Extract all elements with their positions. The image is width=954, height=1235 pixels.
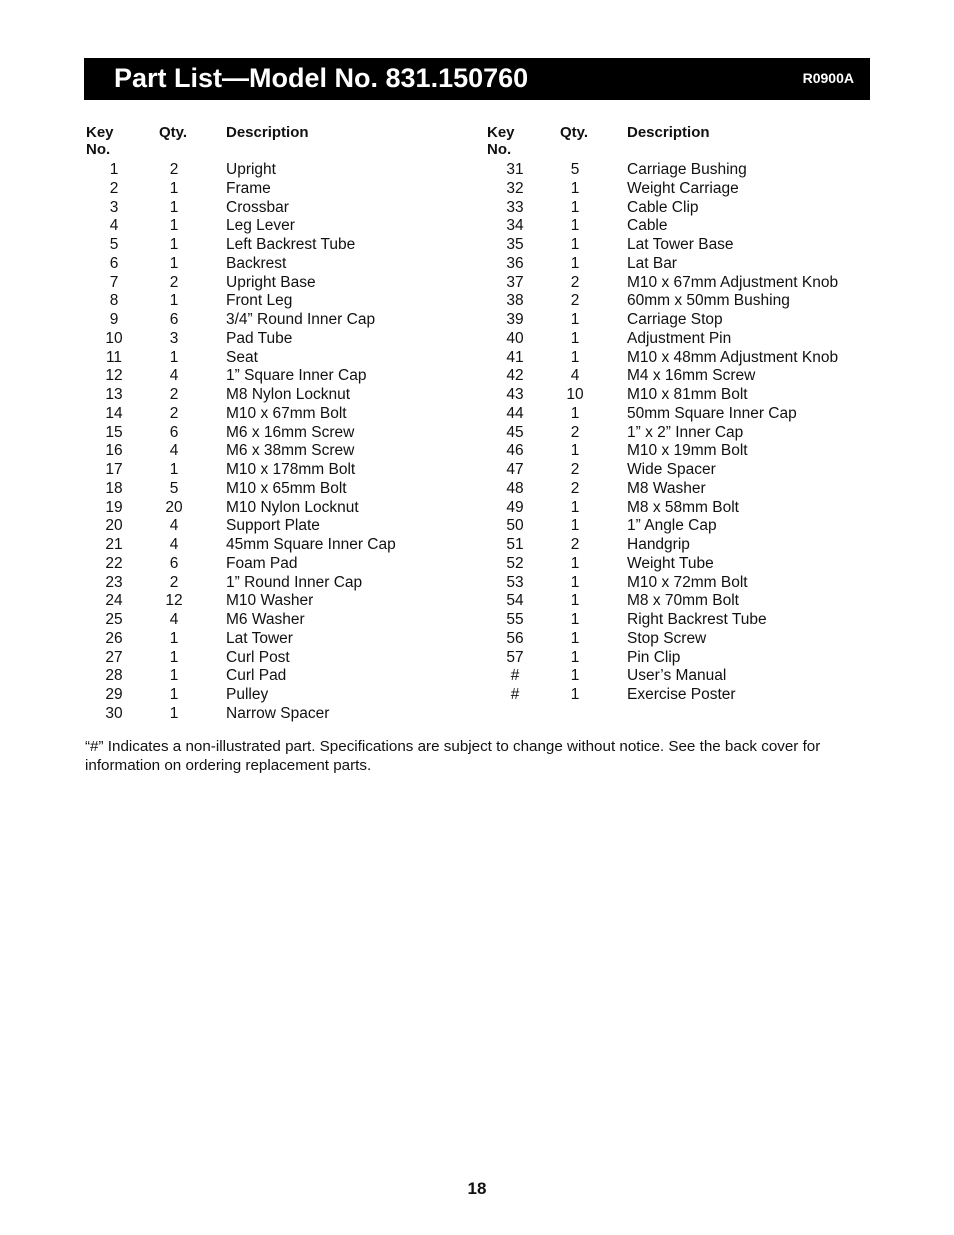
part-description: Adjustment Pin <box>627 329 732 347</box>
part-qty: 4 <box>169 442 179 460</box>
part-key-no: 55 <box>506 611 524 628</box>
part-qty: 6 <box>169 311 179 328</box>
part-key-no: 25 <box>105 611 123 628</box>
header-description: Description <box>627 124 710 141</box>
part-qty: 1 <box>169 254 179 272</box>
part-description: M8 Nylon Locknut <box>226 386 351 403</box>
part-description: M10 x 178mm Bolt <box>226 461 356 478</box>
part-qty: 1 <box>570 667 580 685</box>
part-description: M10 x 81mm Bolt <box>627 386 748 403</box>
part-description: Weight Carriage <box>627 179 739 197</box>
part-qty: 2 <box>169 573 179 591</box>
part-qty: 1 <box>169 686 179 703</box>
part-qty: 1 <box>570 442 580 460</box>
part-description: Backrest <box>226 254 287 272</box>
part-description: Lat Bar <box>627 254 677 272</box>
part-description: Wide Spacer <box>627 461 716 478</box>
part-description: 50mm Square Inner Cap <box>627 404 797 422</box>
part-description: Seat <box>226 348 258 366</box>
part-key-no: 8 <box>109 292 119 310</box>
part-qty: 1 <box>570 592 580 610</box>
part-qty: 1 <box>570 179 580 197</box>
part-qty: 1 <box>570 254 580 272</box>
part-key-no: 47 <box>506 461 524 478</box>
part-qty: 1 <box>570 517 580 535</box>
header-description: Description <box>226 124 309 141</box>
part-qty: 4 <box>169 367 179 385</box>
part-description: M10 x 19mm Bolt <box>627 442 748 460</box>
part-qty: 1 <box>570 404 580 422</box>
part-description: Pin Clip <box>627 648 681 666</box>
part-description: Support Plate <box>226 517 320 535</box>
part-description: 45mm Square Inner Cap <box>226 536 396 553</box>
part-key-no: 15 <box>105 423 123 441</box>
part-qty: 2 <box>570 292 580 310</box>
part-key-no: 57 <box>506 648 524 666</box>
part-qty: 2 <box>169 386 179 403</box>
page-number: 18 <box>467 1179 487 1198</box>
part-qty: 1 <box>169 629 179 647</box>
part-description: M10 Nylon Locknut <box>226 498 359 516</box>
part-qty: 5 <box>570 161 580 178</box>
part-key-no: 38 <box>506 292 524 310</box>
part-description: 1” Square Inner Cap <box>226 367 367 385</box>
part-key-no: 44 <box>506 404 524 422</box>
part-key-no: 34 <box>506 217 524 235</box>
part-description: Pad Tube <box>226 329 293 347</box>
part-description: 1” x 2” Inner Cap <box>627 423 744 441</box>
part-qty: 2 <box>169 404 179 422</box>
part-description: Left Backrest Tube <box>226 236 356 253</box>
part-description: Frame <box>226 179 271 197</box>
title-bar <box>84 58 870 100</box>
part-description: Cable <box>627 217 668 235</box>
part-key-no: 19 <box>105 498 123 516</box>
header-key-no: Key No. <box>86 124 114 158</box>
part-description: Upright Base <box>226 273 316 291</box>
part-qty: 2 <box>570 536 580 553</box>
part-description: Narrow Spacer <box>226 704 330 722</box>
part-qty: 1 <box>570 573 580 591</box>
part-qty: 4 <box>169 611 179 628</box>
part-qty: 1 <box>169 217 179 235</box>
part-qty: 1 <box>570 236 580 253</box>
part-qty: 6 <box>169 554 179 572</box>
part-key-no: 48 <box>506 479 524 497</box>
part-key-no: # <box>510 667 520 685</box>
part-description: Handgrip <box>627 536 690 553</box>
header-qty: Qty. <box>560 124 589 141</box>
part-key-no: 10 <box>105 329 123 347</box>
part-key-no: 32 <box>506 179 524 197</box>
part-key-no: 12 <box>105 367 123 385</box>
footnote: “#” Indicates a non-illustrated part. Specifications are subject to change without notice. See the back cover for information on ordering replacement parts. <box>85 738 821 774</box>
part-key-no: 28 <box>105 667 123 685</box>
part-key-no: 9 <box>109 311 119 328</box>
part-key-no: 40 <box>506 329 524 347</box>
part-description: Pulley <box>226 686 269 703</box>
part-qty: 1 <box>570 217 580 235</box>
part-qty: 1 <box>570 198 580 216</box>
part-description: 1” Round Inner Cap <box>226 573 363 591</box>
part-description: M10 x 72mm Bolt <box>627 573 748 591</box>
part-key-no: 29 <box>105 686 123 703</box>
part-key-no: 35 <box>506 236 524 253</box>
part-description: Exercise Poster <box>627 686 736 703</box>
part-description: Cable Clip <box>627 198 699 216</box>
part-description: M6 x 16mm Screw <box>226 423 355 441</box>
part-key-no: 43 <box>506 386 524 403</box>
part-qty: 3 <box>169 329 179 347</box>
part-key-no: 23 <box>105 573 123 591</box>
part-qty: 20 <box>165 498 183 516</box>
part-qty: 2 <box>570 461 580 478</box>
part-key-no: 3 <box>109 198 119 216</box>
part-description: M8 x 58mm Bolt <box>627 498 739 516</box>
part-qty: 1 <box>570 629 580 647</box>
part-key-no: 31 <box>506 161 524 178</box>
part-qty: 4 <box>570 367 580 385</box>
part-description: 60mm x 50mm Bushing <box>627 292 790 310</box>
part-qty: 1 <box>570 611 580 628</box>
part-qty: 1 <box>169 667 179 685</box>
part-description: M8 x 70mm Bolt <box>627 592 739 610</box>
part-key-no: 30 <box>105 704 123 722</box>
part-qty: 2 <box>570 423 580 441</box>
part-qty: 1 <box>570 329 580 347</box>
document-code: R0900A <box>802 70 854 86</box>
part-description: M8 Washer <box>627 479 706 497</box>
part-description: Curl Pad <box>226 667 287 685</box>
part-key-no: 13 <box>105 386 123 403</box>
part-qty: 12 <box>165 592 183 610</box>
part-key-no: 37 <box>506 273 524 291</box>
part-key-no: 16 <box>105 442 123 460</box>
part-description: Lat Tower Base <box>627 236 734 253</box>
part-qty: 4 <box>169 517 179 535</box>
part-description: Front Leg <box>226 292 293 310</box>
part-qty: 4 <box>169 536 179 553</box>
part-key-no: 52 <box>506 554 524 572</box>
part-description: M6 x 38mm Screw <box>226 442 355 460</box>
part-description: Curl Post <box>226 648 290 666</box>
part-key-no: 1 <box>109 161 119 178</box>
part-key-no: 2 <box>109 179 119 197</box>
part-description: M6 Washer <box>226 611 305 628</box>
header-key-no: Key No. <box>487 124 515 158</box>
part-key-no: 50 <box>506 517 524 535</box>
part-description: Lat Tower <box>226 629 293 647</box>
part-key-no: 20 <box>105 517 123 535</box>
part-key-no: 41 <box>506 348 524 366</box>
part-qty: 6 <box>169 423 179 441</box>
page-title: Part List—Model No. 831.150760 <box>114 63 529 93</box>
part-key-no: 17 <box>105 461 123 478</box>
part-qty: 2 <box>570 273 580 291</box>
part-qty: 1 <box>570 311 580 328</box>
part-description: Upright <box>226 161 276 178</box>
part-key-no: 51 <box>506 536 524 553</box>
part-key-no: 49 <box>506 498 524 516</box>
part-description: 1” Angle Cap <box>627 517 717 535</box>
part-description: Carriage Stop <box>627 311 723 328</box>
parts-table <box>0 124 954 724</box>
part-qty: 1 <box>169 461 179 478</box>
part-key-no: # <box>510 686 520 703</box>
part-key-no: 53 <box>506 573 524 591</box>
part-description: 3/4” Round Inner Cap <box>226 311 376 328</box>
part-qty: 2 <box>169 273 179 291</box>
part-qty: 1 <box>169 236 179 253</box>
part-qty: 10 <box>566 386 584 403</box>
part-description: Leg Lever <box>226 217 295 235</box>
part-qty: 1 <box>570 348 580 366</box>
part-key-no: 24 <box>105 592 123 610</box>
part-description: User’s Manual <box>627 667 727 685</box>
part-description: M10 x 67mm Adjustment Knob <box>627 273 839 291</box>
part-key-no: 14 <box>105 404 123 422</box>
part-description: M4 x 16mm Screw <box>627 367 756 385</box>
part-key-no: 39 <box>506 311 524 328</box>
part-key-no: 21 <box>105 536 123 553</box>
part-description: Weight Tube <box>627 554 714 572</box>
part-qty: 5 <box>169 479 179 497</box>
part-qty: 1 <box>169 198 179 216</box>
part-description: Carriage Bushing <box>627 161 747 178</box>
part-description: Crossbar <box>226 198 289 216</box>
part-key-no: 54 <box>506 592 524 610</box>
part-description: M10 x 67mm Bolt <box>226 404 347 422</box>
part-key-no: 11 <box>105 348 123 366</box>
part-key-no: 45 <box>506 423 524 441</box>
part-description: M10 Washer <box>226 592 314 610</box>
part-key-no: 46 <box>506 442 524 460</box>
part-qty: 1 <box>570 498 580 516</box>
part-qty: 1 <box>570 554 580 572</box>
part-key-no: 7 <box>109 273 119 291</box>
part-qty: 1 <box>169 648 179 666</box>
part-description: Right Backrest Tube <box>627 611 767 628</box>
part-key-no: 27 <box>105 648 123 666</box>
part-key-no: 36 <box>506 254 524 272</box>
part-key-no: 33 <box>506 198 524 216</box>
part-qty: 1 <box>169 179 179 197</box>
part-key-no: 26 <box>105 629 123 647</box>
part-key-no: 56 <box>506 629 524 647</box>
header-qty: Qty. <box>159 124 188 141</box>
part-qty: 1 <box>169 292 179 310</box>
part-key-no: 5 <box>109 236 119 253</box>
part-key-no: 4 <box>109 217 119 235</box>
part-qty: 2 <box>570 479 580 497</box>
part-qty: 2 <box>169 161 179 178</box>
part-key-no: 42 <box>506 367 524 385</box>
part-key-no: 6 <box>109 254 119 272</box>
part-qty: 1 <box>570 648 580 666</box>
part-qty: 1 <box>169 348 179 366</box>
part-qty: 1 <box>169 704 179 722</box>
part-description: Stop Screw <box>627 629 707 647</box>
part-key-no: 22 <box>105 554 123 572</box>
part-description: M10 x 65mm Bolt <box>226 479 347 497</box>
part-description: Foam Pad <box>226 554 298 572</box>
part-description: M10 x 48mm Adjustment Knob <box>627 348 839 366</box>
part-qty: 1 <box>570 686 580 703</box>
part-key-no: 18 <box>105 479 123 497</box>
